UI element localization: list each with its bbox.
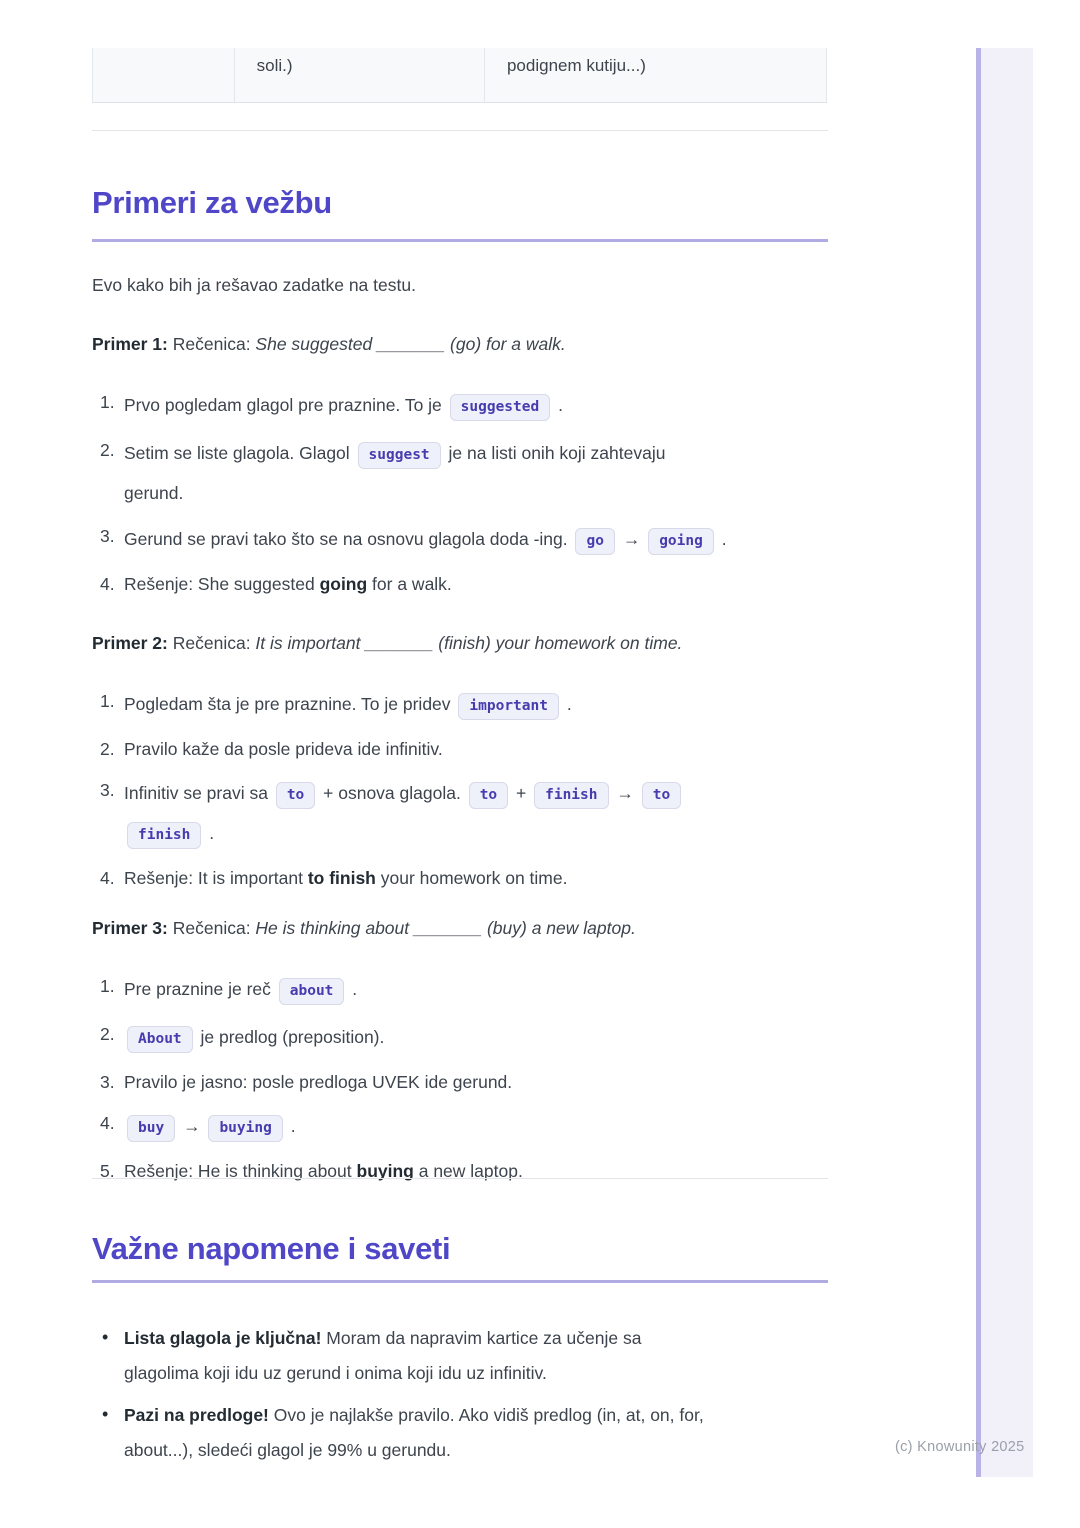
example-heading: Primer 3: Rečenica: He is thinking about _______ (buy) a new laptop. xyxy=(92,918,636,938)
step-item: Pogledam šta je pre praznine. To je pridev important . xyxy=(92,685,828,725)
table-cell: podignem kutiju...) xyxy=(506,56,646,75)
step-item: Pravilo kaže da posle prideva ide infinitiv. xyxy=(124,739,443,759)
note-item: • Pazi na predloge! Ovo je najlakše pravilo. Ako vidiš predlog (in, at, on, for, about...), sledeći glagol je 99% u gerundu. xyxy=(92,1398,828,1468)
section-practice xyxy=(92,184,828,1196)
step-item: About je predlog (preposition). xyxy=(92,1018,828,1058)
step-item: Rešenje: She suggested going for a walk. xyxy=(124,574,452,594)
example-heading: Primer 2: Rečenica: It is important _______ (finish) your homework on time. xyxy=(92,633,683,653)
step-item: Rešenje: It is important to finish your homework on time. xyxy=(124,868,568,888)
example-label: Primer 3: xyxy=(92,918,168,938)
step-item: Pravilo je jasno: posle predloga UVEK ide gerund. xyxy=(124,1072,513,1092)
code-chip: buy xyxy=(127,1115,175,1142)
steps-list xyxy=(92,386,828,601)
step-item: Infinitiv se pravi sa to + osnova glagola. to + finish → to finish . xyxy=(92,774,828,854)
example-sentence: She suggested _______ (go) for a walk. xyxy=(255,334,566,354)
scrollbar-track[interactable] xyxy=(976,48,1033,1477)
example-sentence: He is thinking about _______ (buy) a new laptop. xyxy=(255,918,636,938)
code-chip: to xyxy=(276,782,315,809)
example-heading: Primer 1: Rečenica: She suggested _______ (go) for a walk. xyxy=(92,334,566,354)
example-label: Primer 1: xyxy=(92,334,168,354)
table-fragment xyxy=(92,48,827,103)
step-item: Setim se liste glagola. Glagol suggest je na listi onih koji zahtevaju gerund. xyxy=(124,443,666,503)
code-chip: suggested xyxy=(450,394,551,421)
step-item: Pre praznine je reč about . xyxy=(92,970,828,1010)
watermark: (c) Knowunity 2025 xyxy=(895,1439,1025,1455)
note-item: • Lista glagola je ključna! Moram da napravim kartice za učenje sa glagolima koji idu uz gerund i onima koji idu uz infinitiv. xyxy=(92,1321,828,1391)
code-chip: go xyxy=(575,528,614,555)
section-divider xyxy=(92,130,828,131)
code-chip: suggest xyxy=(358,442,441,469)
bold-text: going xyxy=(319,574,368,594)
table-cell: soli.) xyxy=(235,48,485,102)
bold-text: Lista glagola je ključna! xyxy=(124,1328,322,1348)
code-chip: going xyxy=(648,528,714,555)
steps-list xyxy=(92,685,828,895)
steps-list xyxy=(92,970,828,1188)
example-label: Primer 2: xyxy=(92,633,168,653)
bold-text: buying xyxy=(356,1161,414,1181)
code-chip: finish xyxy=(127,822,201,849)
notes-list xyxy=(92,1321,828,1468)
code-chip: about xyxy=(279,978,345,1005)
bold-text: to finish xyxy=(307,868,376,888)
step-item: Prvo pogledam glagol pre praznine. To je suggested . xyxy=(92,386,828,426)
table-cell xyxy=(93,48,235,102)
code-chip: important xyxy=(458,693,559,720)
examples-container xyxy=(92,328,828,1188)
bold-text: Pazi na predloge! xyxy=(124,1405,269,1425)
step-item: Gerund se pravi tako što se na osnovu glagola doda -ing. go → going . xyxy=(92,520,828,560)
section-title: Važne napomene i saveti xyxy=(92,1230,828,1283)
section-title: Primeri za vežbu xyxy=(92,184,828,242)
code-chip: buying xyxy=(208,1115,282,1142)
code-chip: to xyxy=(469,782,508,809)
example-sentence: It is important _______ (finish) your homework on time. xyxy=(255,633,683,653)
section-divider xyxy=(92,1178,828,1179)
code-chip: About xyxy=(127,1026,193,1053)
step-item: buy → buying . xyxy=(92,1107,828,1147)
section-notes xyxy=(92,1230,828,1475)
code-chip: finish xyxy=(534,782,608,809)
code-chip: to xyxy=(642,782,681,809)
intro-text: Evo kako bih ja rešavao zadatke na testu. xyxy=(92,275,416,295)
step-item: Rešenje: He is thinking about buying a new laptop. xyxy=(124,1161,523,1181)
